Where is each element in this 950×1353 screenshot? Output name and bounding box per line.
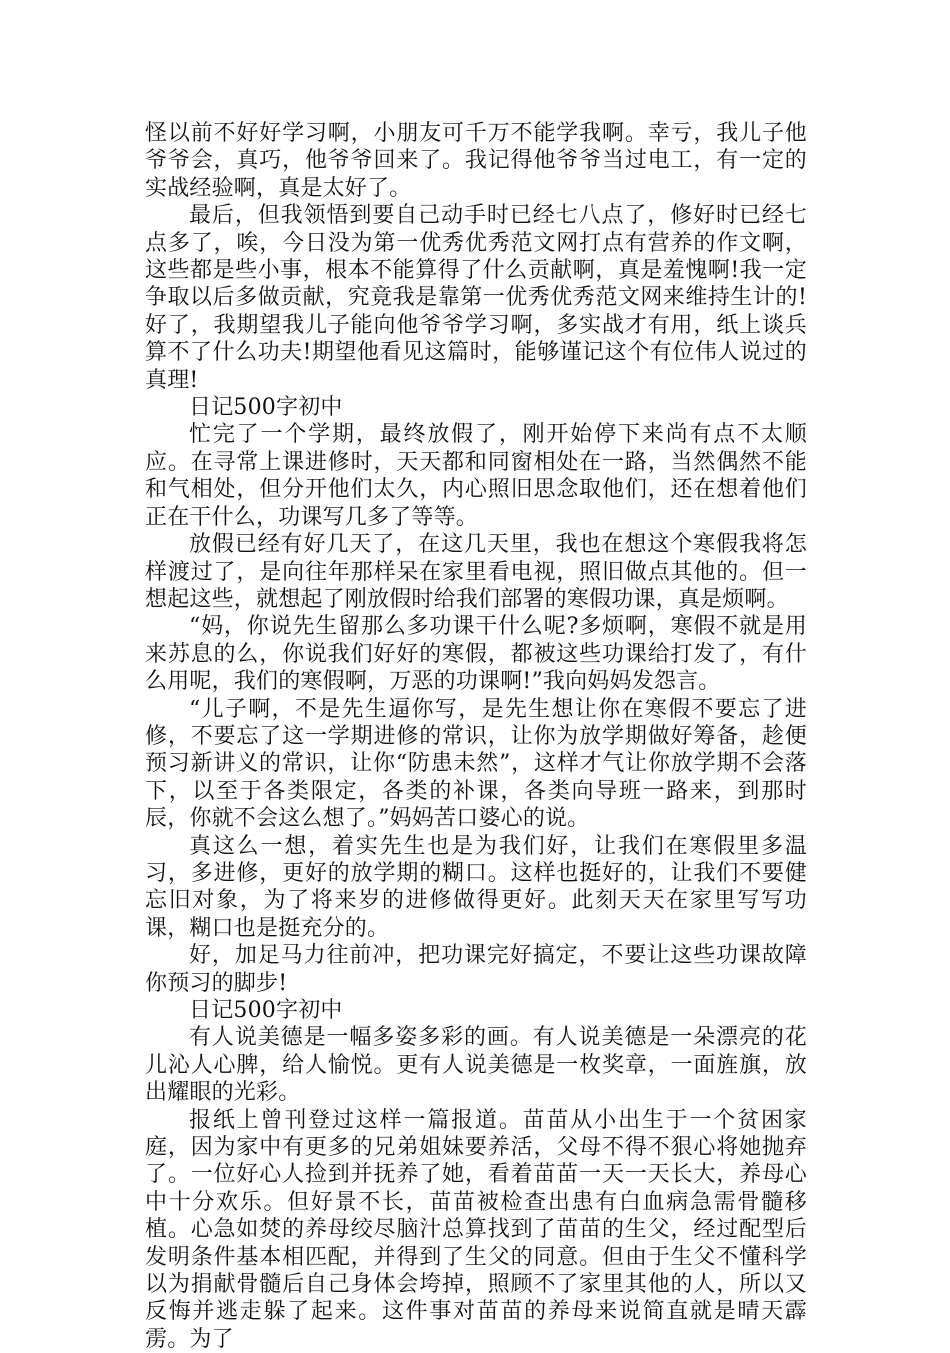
paragraph-4: 放假已经有好几天了，在这几天里，我也在想这个寒假我将怎样渡过了，是向往年那样呆在家里看电视，照旧做点其他的。但一想起这些，就想起了刚放假时给我们部署的寒假功课，真是烦啊。 bbox=[145, 532, 807, 612]
section-title-1: 日记500字初中 bbox=[189, 395, 343, 421]
paragraph-2: 最后，但我领悟到要自己动手时已经七八点了，修好时已经七点多了，唉，今日没为第一优秀优秀范文网打点有营养的作文啊，这些都是些小事，根本不能算得了什么贡献啊，真是羞愧啊!我一定争取以后多做贡献，究竟我是靠第一优秀优秀范文网来维持生计的!好了，我期望我儿子能向他爷爷学习啊，多实战才有用，纸上谈兵算不了什么功夫!期望他看见这篇时，能够谨记这个有位伟人说过的真理! bbox=[145, 203, 807, 393]
paragraph-10: 报纸上曾刊登过这样一篇报道。苗苗从小出生于一个贫困家庭，因为家中有更多的兄弟姐妹要养活，父母不得不狠心将她抛弃了。一位好心人捡到并抚养了她，看着苗苗一天一天长大，养母心中十分欢乐。但好景不长，苗苗被检查出患有白血病急需骨髓移植。心急如焚的养母绞尽脑汁总算找到了苗苗的生父，经过配型后发明条件基本相匹配，并得到了生父的同意。但由于生父不懂科学以为捐献骨髓后自己身体会垮掉，照顾不了家里其他的人，所以又反悔并逃走躲了起来。这件事对苗苗的养母来说简直就是晴天霹雳。为了 bbox=[145, 1107, 807, 1352]
paragraph-7: 真这么一想，着实先生也是为我们好，让我们在寒假里多温习，多进修，更好的放学期的糊口。这样也挺好的，让我们不要健忘旧对象，为了将来岁的进修做得更好。此刻天天在家里写写功课，糊口也是挺充分的。 bbox=[145, 833, 807, 941]
paragraph-8: 好，加足马力往前冲，把功课完好搞定，不要让这些功课故障你预习的脚步! bbox=[145, 943, 807, 996]
paragraph-3: 忙完了一个学期，最终放假了，刚开始停下来尚有点不太顺应。在寻常上课进修时，天天都和同窗相处在一路，当然偶然不能和气相处，但分开他们太久，内心照旧思念取他们，还在想着他们正在干什么，功课写几多了等等。 bbox=[145, 422, 807, 530]
paragraph-1: 怪以前不好好学习啊，小朋友可千万不能学我啊。幸亏，我儿子他爷爷会，真巧，他爷爷回来了。我记得他爷爷当过电工，有一定的实战经验啊，真是太好了。 bbox=[145, 121, 807, 201]
paragraph-5: “妈，你说先生留那么多功课干什么呢?多烦啊，寒假不就是用来苏息的么，你说我们好好的寒假，都被这些功课给打发了，有什么用呢，我们的寒假啊，万恶的功课啊!”我向妈妈发怨言。 bbox=[145, 614, 807, 695]
document-page bbox=[145, 120, 807, 1353]
paragraph-9: 有人说美德是一幅多姿多彩的画。有人说美德是一朵漂亮的花儿沁人心脾，给人愉悦。更有人说美德是一枚奖章，一面旌旗，放出耀眼的光彩。 bbox=[145, 1025, 807, 1106]
section-title-2: 日记500字初中 bbox=[189, 998, 343, 1023]
paragraph-6: “儿子啊，不是先生逼你写，是先生想让你在寒假不要忘了进修，不要忘了这一学期进修的常识，让你为放学期做好筹备，趁便预习新讲义的常识，让你“防患未然”，这样才气让你放学期不会落下，以至于各类限定，各类的补课，各类向导班一路来，到那时辰，你就不会这么想了。”妈妈苦口婆心的说。 bbox=[145, 696, 807, 832]
